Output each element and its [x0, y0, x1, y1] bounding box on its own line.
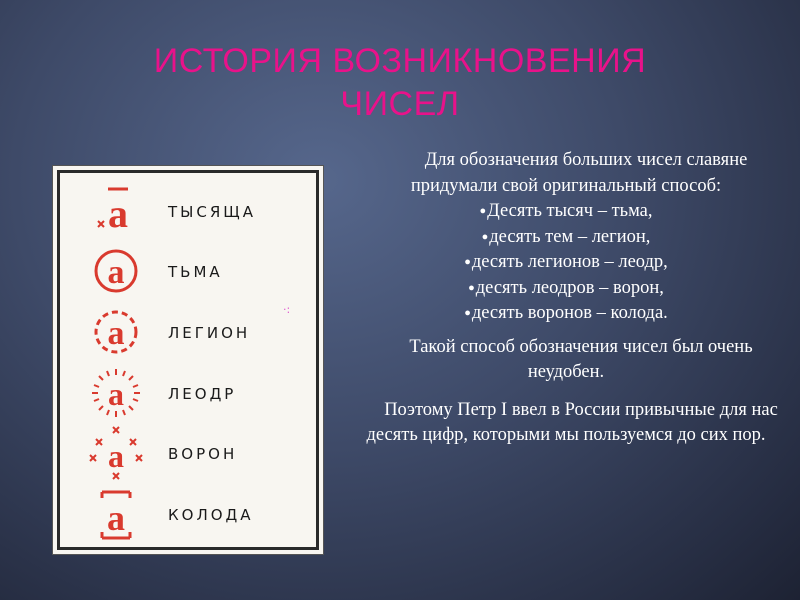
numeral-row-thousand — [60, 183, 316, 241]
title-line-1: ИСТОРИЯ ВОЗНИКНОВЕНИЯ — [153, 42, 647, 80]
rayed-circle-a-icon — [82, 365, 144, 423]
numeral-name-tma: ТЬМА — [168, 263, 223, 281]
list-item: ● десять легионов – леодр, — [350, 250, 782, 276]
numeral-row-legion — [60, 304, 316, 362]
bracketed-a-icon — [82, 486, 144, 544]
svg-text:а: а — [107, 315, 125, 352]
list-item: ● десять тем – легион, — [350, 225, 782, 251]
svg-text:а: а — [108, 376, 124, 412]
inconvenience-paragraph: Такой способ обозначения чисел был очень неудобен. — [409, 336, 753, 382]
svg-text:а: а — [108, 191, 128, 236]
list-item: ● Десять тысяч – тьма, — [350, 199, 782, 225]
numeral-row-leodr — [60, 365, 316, 423]
crossed-a-icon — [82, 425, 144, 483]
svg-text:а: а — [107, 254, 125, 291]
numeral-row-koloda — [60, 486, 316, 544]
numeral-row-voron — [60, 425, 316, 483]
stray-mark: ·: — [283, 303, 291, 316]
circled-a-icon — [82, 243, 144, 301]
numeral-row-tma — [60, 243, 316, 301]
intro-paragraph: Для обозначения больших чисел славяне придумали свой оригинальный способ: — [410, 150, 748, 196]
slavic-numerals-card — [57, 170, 319, 550]
numeral-name-koloda: КОЛОДА — [168, 506, 254, 524]
list-item: ● десять леодров – ворон, — [350, 276, 782, 302]
slide-title — [60, 40, 740, 126]
svg-text:а: а — [107, 498, 125, 538]
numeral-list — [350, 199, 782, 327]
numeral-name-thousand: ТЫСЯЩА — [168, 203, 256, 221]
numeral-name-voron: ВОРОН — [168, 445, 238, 463]
list-item: ● десять воронов – колода. — [350, 301, 782, 327]
peter-paragraph: Поэтому Петр I ввел в России привычные для нас десять цифр, которыми мы пользуемся до сих пор. — [366, 399, 778, 445]
dotted-circle-a-icon — [82, 304, 144, 362]
numeral-name-legion: ЛЕГИОН — [168, 324, 251, 342]
title-line-2: ЧИСЕЛ — [340, 85, 460, 123]
thousand-sign-icon — [82, 183, 144, 241]
numeral-name-leodr: ЛЕОДР — [168, 385, 237, 403]
svg-text:а: а — [108, 438, 124, 474]
body-text — [350, 148, 782, 449]
